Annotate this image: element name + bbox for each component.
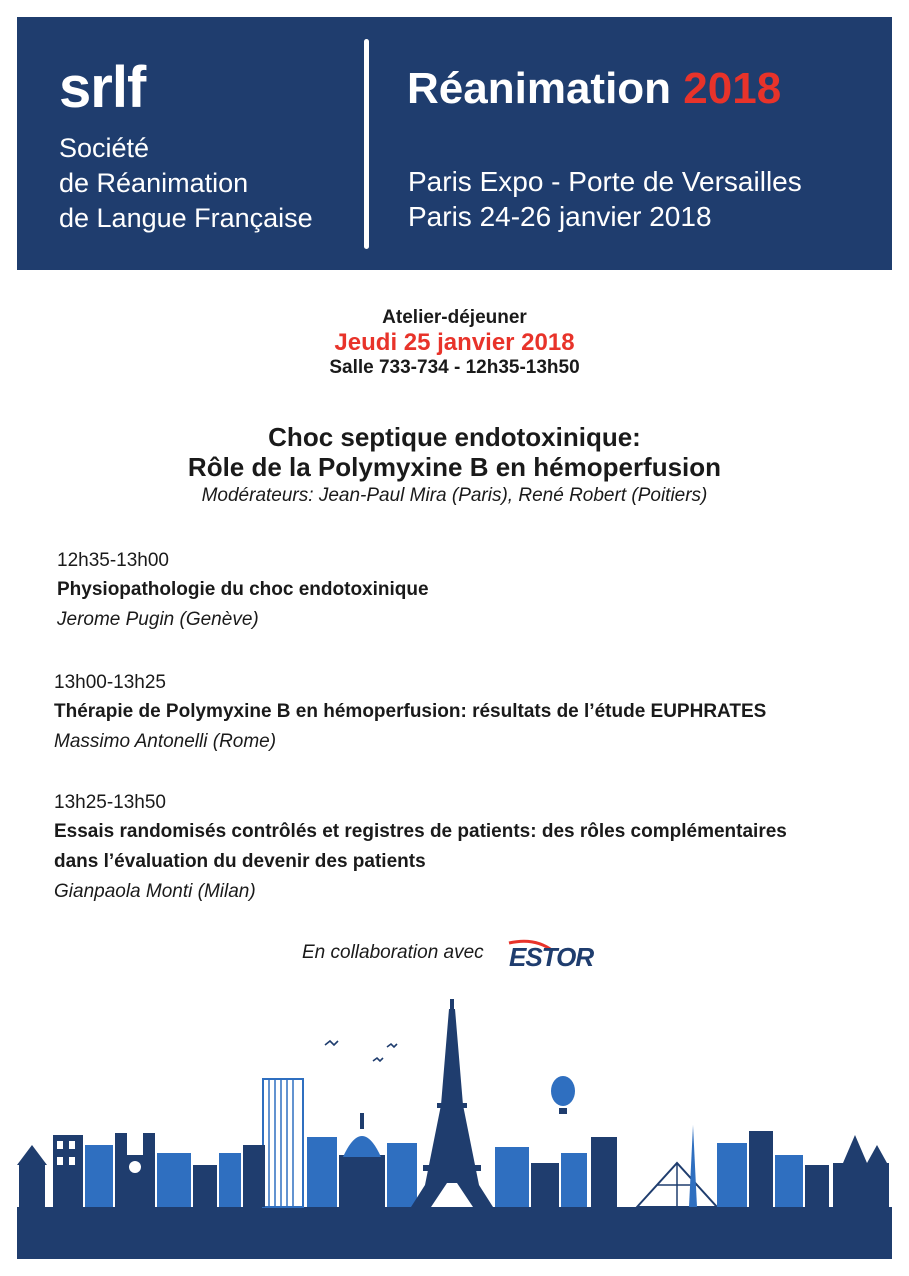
talk-item	[54, 669, 884, 757]
talk-item	[54, 789, 884, 907]
talk-title: Thérapie de Polymyxine B en hémoperfusion: résultats de l’étude EUPHRATES	[54, 701, 767, 722]
talk-speaker: Massimo Antonelli (Rome)	[54, 731, 277, 752]
congress-year: 2018	[683, 64, 782, 113]
society-line: de Langue Française	[59, 203, 313, 233]
congress-title	[407, 64, 782, 113]
header-banner	[17, 17, 892, 270]
estor-logo-text: ESTOR	[509, 942, 594, 971]
estor-logo	[505, 937, 611, 971]
symposium-header	[0, 422, 909, 510]
session-date: Jeudi 25 janvier 2018	[334, 329, 575, 356]
congress-name: Réanimation	[407, 64, 672, 113]
srlf-logo: srlf	[59, 55, 146, 120]
talk-time: 12h35-13h00	[57, 550, 169, 571]
symposium-title-line: Rôle de la Polymyxine B en hémoperfusion	[187, 452, 722, 482]
paris-skyline-icon	[17, 995, 892, 1259]
banner-divider	[364, 39, 369, 249]
session-room: Salle 733-734 - 12h35-13h50	[329, 357, 580, 378]
talk-title: Physiopathologie du choc endotoxinique	[57, 579, 429, 600]
talk-item	[57, 547, 887, 635]
session-type: Atelier-déjeuner	[382, 307, 527, 328]
society-line: Société	[59, 133, 150, 163]
moderators: Modérateurs: Jean-Paul Mira (Paris), René Robert (Poitiers)	[201, 485, 708, 506]
talk-time: 13h00-13h25	[54, 672, 166, 693]
talk-title: Essais randomisés contrôlés et registres de patients: des rôles complémentaires	[54, 821, 787, 842]
symposium-title-line: Choc septique endotoxinique:	[268, 422, 641, 452]
venue-line: Paris 24-26 janvier 2018	[408, 201, 712, 232]
venue-info	[408, 164, 802, 234]
talk-speaker: Gianpaola Monti (Milan)	[54, 881, 256, 902]
collaboration-text: En collaboration avec	[302, 942, 484, 963]
session-header	[0, 306, 909, 380]
talk-title: dans l’évaluation du devenir des patients	[54, 851, 426, 872]
talk-time: 13h25-13h50	[54, 792, 166, 813]
talk-speaker: Jerome Pugin (Genève)	[57, 609, 259, 630]
society-line: de Réanimation	[59, 168, 249, 198]
society-name	[59, 131, 313, 236]
venue-line: Paris Expo - Porte de Versailles	[408, 166, 802, 197]
